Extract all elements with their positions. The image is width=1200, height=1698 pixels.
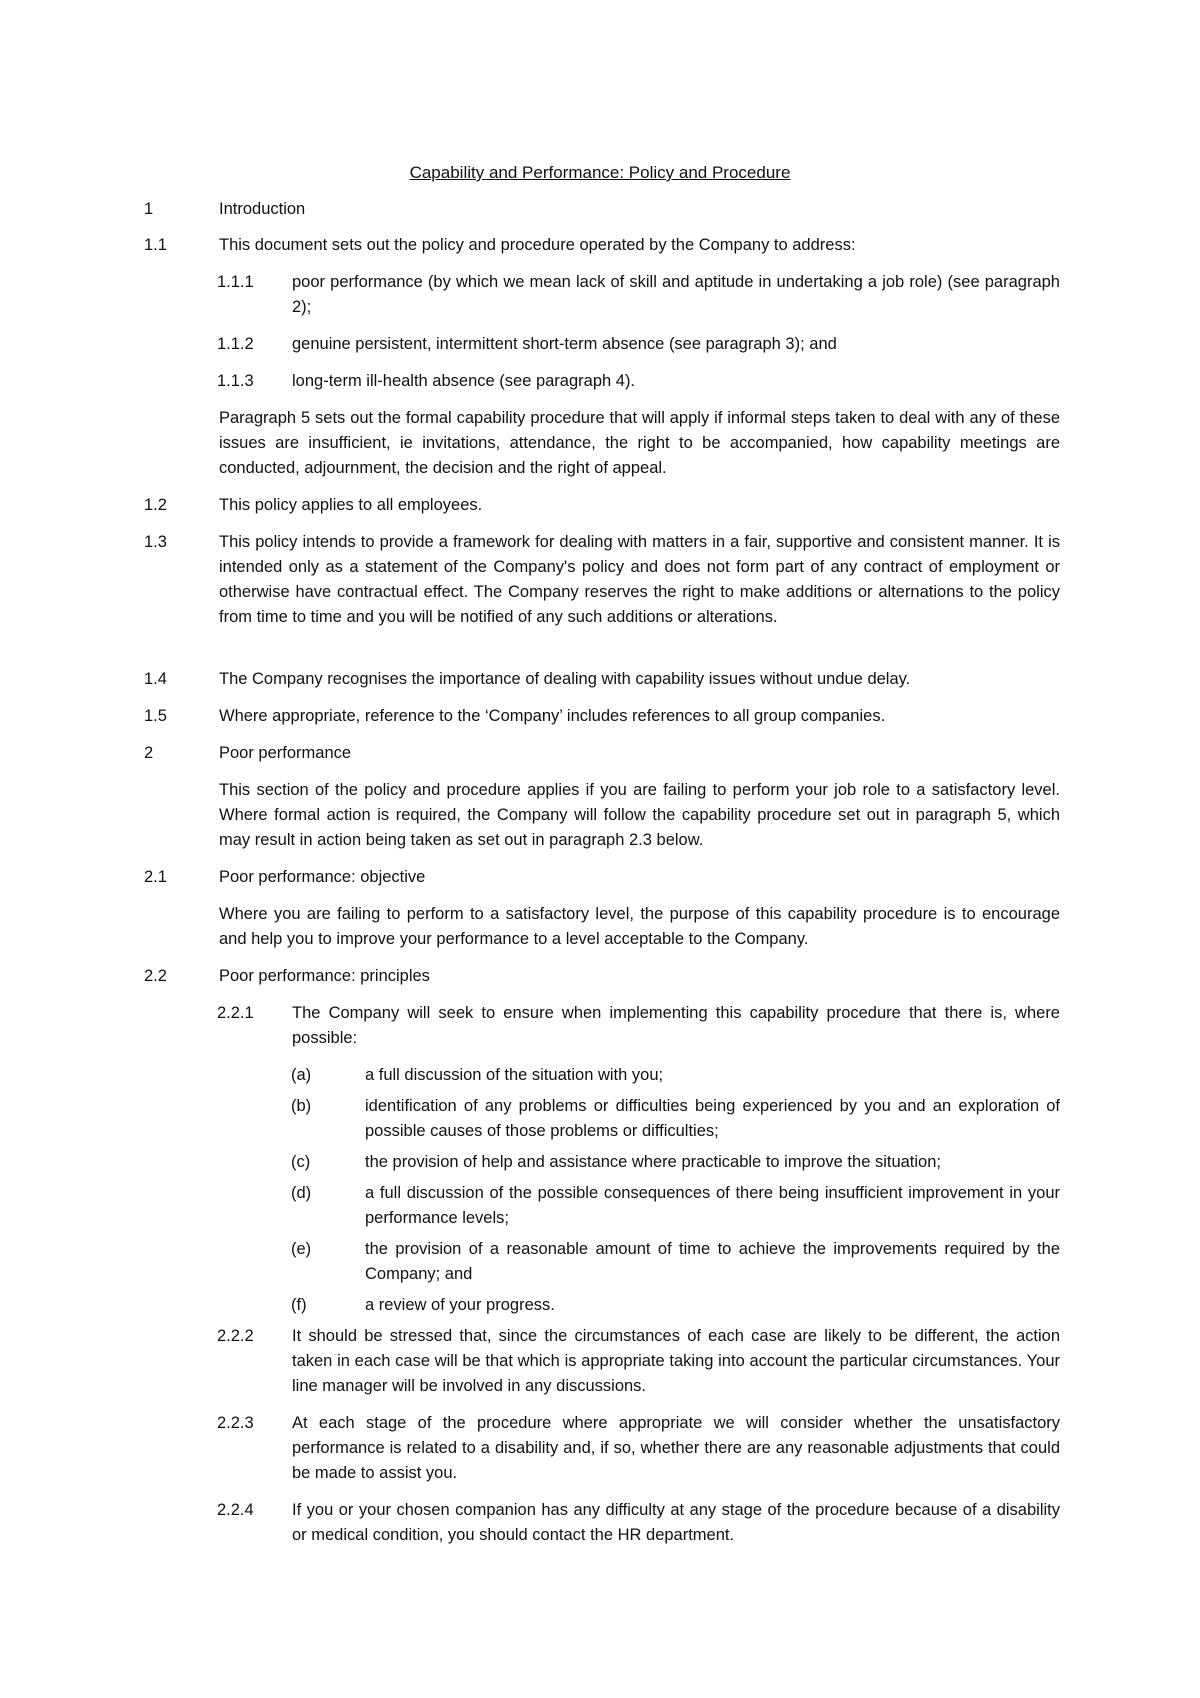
paragraph-number: 2.2.2 <box>217 1327 254 1345</box>
paragraph-text: Paragraph 5 sets out the formal capability procedure that will apply if informal steps taken to deal with any of these issues are insufficient, ie invitations, attendance, the right to be accompanied, how capability meetings are conducted, adjournment, the decision and the right of appeal. <box>219 409 1060 477</box>
paragraph-text: Where you are failing to perform to a satisfactory level, the purpose of this capability procedure is to encourage and help you to improve your performance to a level acceptable to the Company. <box>219 905 1060 948</box>
paragraph-number: 1.1 <box>144 236 167 254</box>
list-item-label: (e) <box>291 1240 312 1258</box>
paragraph-number: 1.1.2 <box>217 335 254 353</box>
paragraph-text: If you or your chosen companion has any difficulty at any stage of the procedure because of a disability or medical condition, you should contact the HR department. <box>292 1501 1060 1544</box>
list-item-label: (b) <box>291 1097 312 1115</box>
list-item-text: the provision of help and assistance where practicable to improve the situation; <box>365 1153 941 1171</box>
paragraph-number: 1.4 <box>144 670 167 688</box>
list-item-text: identification of any problems or difficulties being experienced by you and an exploration of possible causes of those problems or difficulties; <box>365 1097 1060 1140</box>
paragraph-number: 2.2.4 <box>217 1501 254 1519</box>
paragraph-text: This document sets out the policy and procedure operated by the Company to address: <box>219 236 856 254</box>
paragraph-text: The Company will seek to ensure when implementing this capability procedure that there is, where possible: <box>292 1004 1060 1047</box>
paragraph-text: It should be stressed that, since the circumstances of each case are likely to be different, the action taken in each case will be that which is appropriate taking into account the particular circumstances. Your line manager will be involved in any discussions. <box>292 1327 1060 1395</box>
paragraph-number: 2.2.3 <box>217 1414 254 1432</box>
paragraph-number: 1.1.1 <box>217 273 254 291</box>
paragraph-text: poor performance (by which we mean lack of skill and aptitude in undertaking a job role) (see paragraph 2); <box>292 273 1060 316</box>
subsection-title: Poor performance: principles <box>219 967 430 985</box>
paragraph-number: 2.2.1 <box>217 1004 254 1022</box>
document-title: Capability and Performance: Policy and Procedure <box>409 163 791 182</box>
paragraph-number: 1.5 <box>144 707 167 725</box>
paragraph-text: This section of the policy and procedure applies if you are failing to perform your job role to a satisfactory level. Where formal action is required, the Company will follow the capability procedure set out in paragraph 5, which may result in action being taken as set out in paragraph 2.3 below. <box>219 781 1060 849</box>
list-item-label: (f) <box>291 1296 307 1314</box>
section-title: Introduction <box>219 200 306 218</box>
list-item-text: a full discussion of the possible consequences of there being insufficient improvement in your performance levels; <box>365 1184 1060 1227</box>
paragraph-number: 2.2 <box>144 967 167 985</box>
paragraph-number: 1.3 <box>144 533 167 551</box>
list-item-label: (a) <box>291 1066 312 1084</box>
paragraph-number: 2.1 <box>144 868 167 886</box>
list-item-label: (d) <box>291 1184 312 1202</box>
list-item-label: (c) <box>291 1153 311 1171</box>
list-item-text: a review of your progress. <box>365 1296 555 1314</box>
paragraph-text: Where appropriate, reference to the ‘Company’ includes references to all group companies. <box>219 707 886 725</box>
paragraph-text: long-term ill-health absence (see paragraph 4). <box>292 372 636 390</box>
subsection-title: Poor performance: objective <box>219 868 426 886</box>
paragraph-number: 1.2 <box>144 496 167 514</box>
paragraph-text: This policy intends to provide a framework for dealing with matters in a fair, supportive and consistent manner. It is intended only as a statement of the Company's policy and does not form part of any contract of employment or otherwise have contractual effect. The Company reserves the right to make additions or alternations to the policy from time to time and you will be notified of any such additions or alterations. <box>219 533 1060 626</box>
section-number: 2 <box>144 744 154 762</box>
paragraph-text: genuine persistent, intermittent short-term absence (see paragraph 3); and <box>292 335 837 353</box>
paragraph-number: 1.1.3 <box>217 372 254 390</box>
list-item-text: a full discussion of the situation with you; <box>365 1066 664 1084</box>
section-title: Poor performance <box>219 744 352 762</box>
list-item-text: the provision of a reasonable amount of time to achieve the improvements required by the Company; and <box>365 1240 1060 1283</box>
section-number: 1 <box>144 200 154 218</box>
paragraph-text: The Company recognises the importance of dealing with capability issues without undue delay. <box>219 670 911 688</box>
paragraph-text: At each stage of the procedure where appropriate we will consider whether the unsatisfactory performance is related to a disability and, if so, whether there are any reasonable adjustments that could be made to assist you. <box>292 1414 1060 1482</box>
paragraph-text: This policy applies to all employees. <box>219 496 483 514</box>
